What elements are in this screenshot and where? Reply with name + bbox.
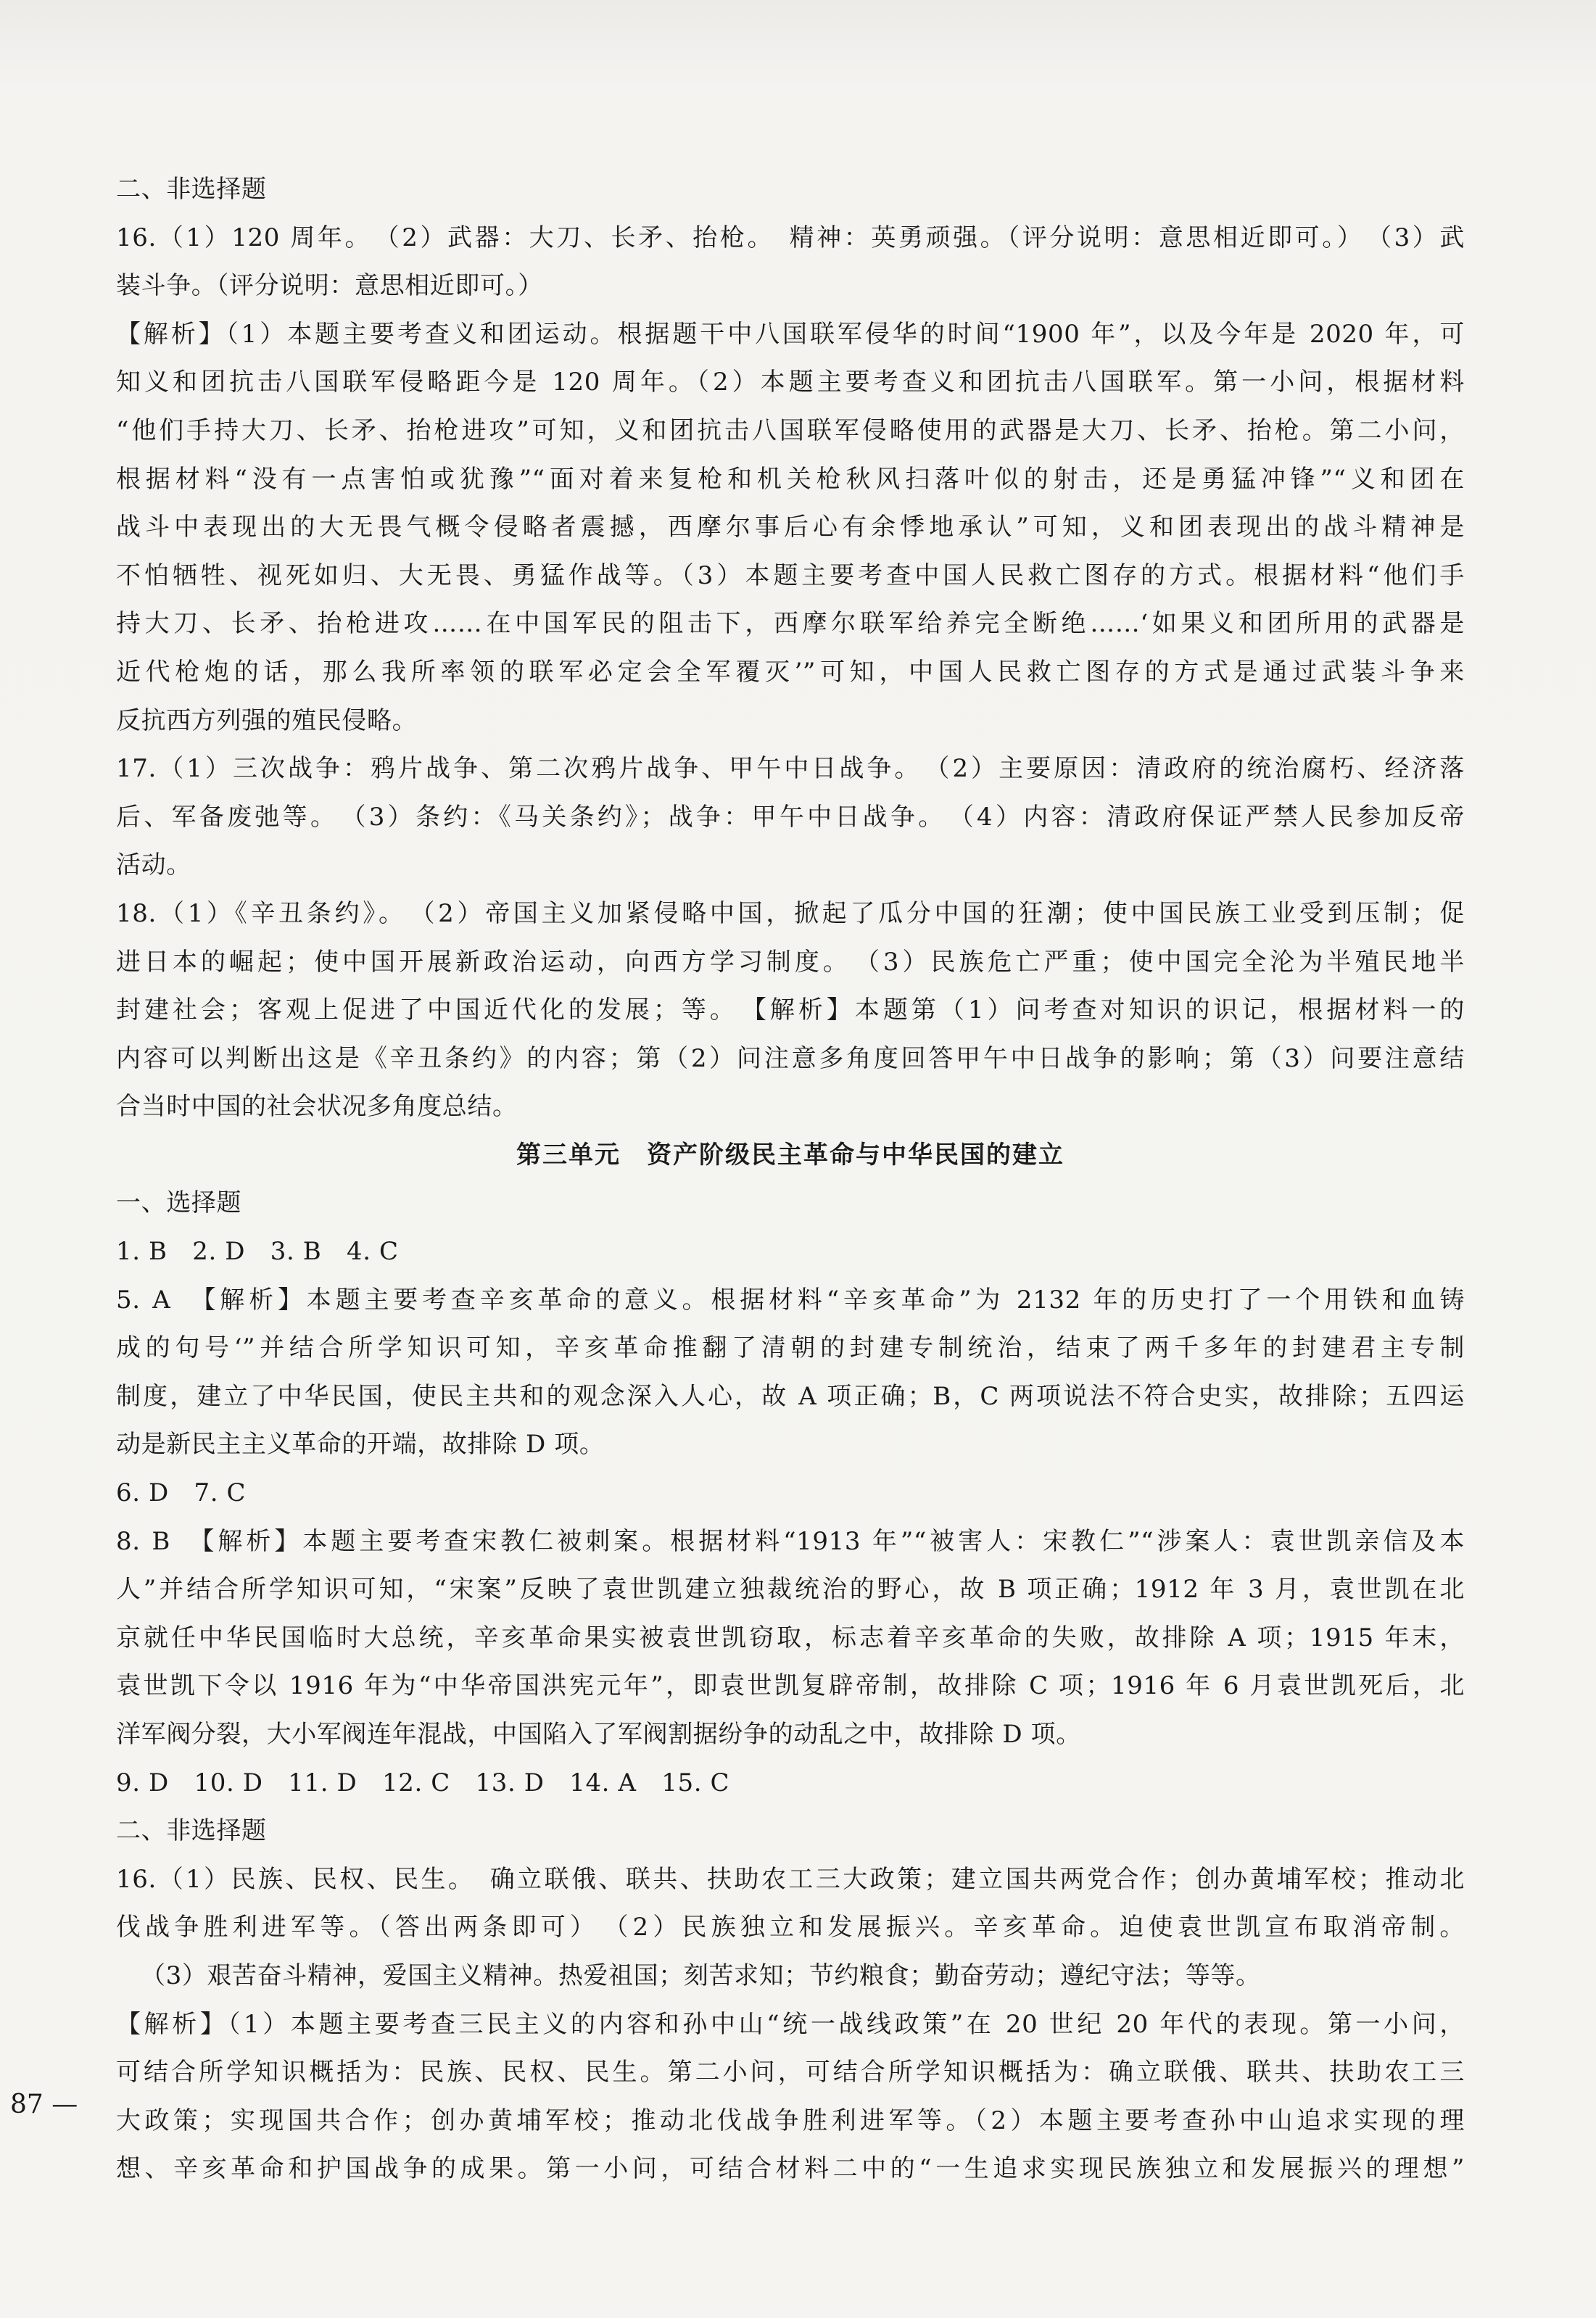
text-line: 装斗争。（评分说明：意思相近即可。） xyxy=(116,271,543,301)
text-line: 战斗中表现出的大无畏气概令侵略者震撼，西摩尔事后心有余悸地承认”可知，义和团表现出的战斗精神是 xyxy=(116,513,1465,542)
text-line: 近代枪炮的话，那么我所率领的联军必定会全军覆灭’”可知，中国人民救亡图存的方式是通过武装斗争来 xyxy=(116,657,1465,687)
text-line: “他们手持大刀、长矛、抬枪进攻”可知，义和团抗击八国联军侵略使用的武器是大刀、长矛、抬枪。第二小问， xyxy=(116,415,1465,445)
text-line: 后、军备废弛等。 （3）条约：《马关条约》；战争：甲午中日战争。 （4）内容：清政府保证严禁人民参加反帝 xyxy=(116,802,1465,832)
text-line: 封建社会；客观上促进了中国近代化的发展；等。 【解析】本题第（1）问考查对知识的识记，根据材料一的 xyxy=(116,996,1465,1025)
text-line: 动是新民主主义革命的开端，故排除 D 项。 xyxy=(116,1430,605,1460)
text-line: 知义和团抗击八国联军侵略距今是 120 周年。（2）本题主要考查义和团抗击八国联军。第一小问，根据材料 xyxy=(116,368,1465,397)
text-line: 伐战争胜利进军等。（答出两条即可） （2）民族独立和发展振兴。辛亥革命。迫使袁世凯宣布取消帝制。 xyxy=(116,1913,1465,1942)
text-line: 【解析】（1）本题主要考查义和团运动。根据题干中八国联军侵华的时间“1900 年”，以及今年是 2020 年，可 xyxy=(116,319,1465,349)
text-line: 18.（1）《辛丑条约》。 （2）帝国主义加紧侵略中国，掀起了瓜分中国的狂潮；使中国民族工业受到压制；促 xyxy=(116,898,1465,928)
text-line: 人”并结合所学知识可知，“宋案”反映了袁世凯建立独裁统治的野心，故 B 项正确；1912 年 3 月，袁世凯在北 xyxy=(116,1575,1465,1605)
text-line: 根据材料“没有一点害怕或犹豫”“面对着来复枪和机关枪秋风扫落叶似的射击，还是勇猛冲锋”“义和团在 xyxy=(116,464,1465,494)
text-line: 大政策；实现国共合作；创办黄埔军校；推动北伐战争胜利进军等。（2）本题主要考查孙中山追求实现的理 xyxy=(116,2106,1465,2135)
text-line: 洋军阀分裂，大小军阀连年混战，中国陷入了军阀割据纷争的动乱之中，故排除 D 项。 xyxy=(116,1720,1081,1749)
section-heading: 二、非选择题 xyxy=(116,1816,267,1846)
text-line: （3）艰苦奋斗精神，爱国主义精神。热爱祖国；刻苦求知；节约粮食；勤奋劳动；遵纪守法；等等。 xyxy=(141,1961,1261,1990)
text-line: 不怕牺牲、视死如归、大无畏、勇猛作战等。（3）本题主要考查中国人民救亡图存的方式。根据材料“他们手 xyxy=(116,560,1465,590)
text-line: 成的句号‘”并结合所学知识可知，辛亥革命推翻了清朝的封建专制统治，结束了两千多年的封建君主专制 xyxy=(116,1333,1465,1363)
text-line: 进日本的崛起；使中国开展新政治运动，向西方学习制度。 （3）民族危亡严重；使中国完全沦为半殖民地半 xyxy=(116,947,1465,977)
text-line: 内容可以判断出这是《辛丑条约》的内容；第（2）问注意多角度回答甲午中日战争的影响；第（3）问要注意结 xyxy=(116,1043,1465,1073)
section-heading: 一、选择题 xyxy=(116,1188,241,1218)
text-line: 16.（1）120 周年。 （2）武器：大刀、长矛、抬枪。 精神：英勇顽强。（评分说明：意思相近即可。） （3）武 xyxy=(116,223,1465,252)
text-line: 9. D 10. D 11. D 12. C 13. D 14. A 15. C xyxy=(116,1768,730,1797)
text-line: 8. B 【解析】本题主要考查宋教仁被刺案。根据材料“1913 年”“被害人：宋教仁”“涉案人：袁世凯亲信及本 xyxy=(116,1526,1465,1556)
section-heading: 二、非选择题 xyxy=(116,175,267,204)
text-line: 可结合所学知识概括为：民族、民权、民生。第二小问，可结合所学知识概括为：确立联俄、联共、扶助农工三 xyxy=(116,2058,1465,2087)
text-line: 6. D 7. C xyxy=(116,1478,247,1508)
text-line: 17.（1）三次战争：鸦片战争、第二次鸦片战争、甲午中日战争。 （2）主要原因：清政府的统治腐朽、经济落 xyxy=(116,754,1465,784)
text-line: 活动。 xyxy=(116,850,191,880)
text-line: 想、辛亥革命和护国战争的成果。第一小问，可结合材料二中的“一生追求实现民族独立和发展振兴的理想” xyxy=(116,2154,1465,2184)
unit-title: 第三单元 资产阶级民主革命与中华民国的建立 xyxy=(516,1140,1064,1170)
text-line: 反抗西方列强的殖民侵略。 xyxy=(116,705,418,735)
page-number: 87 — xyxy=(10,2090,78,2119)
text-line: 制度，建立了中华民国，使民主共和的观念深入人心，故 A 项正确；B，C 两项说法不符合史实，故排除；五四运 xyxy=(116,1381,1465,1411)
text-line: 1. B 2. D 3. B 4. C xyxy=(116,1237,399,1267)
text-line: 16.（1）民族、民权、民生。 确立联俄、联共、扶助农工三大政策；建立国共两党合作；创办黄埔军校；推动北 xyxy=(116,1864,1465,1894)
text-line: 持大刀、长矛、抬枪进攻……在中国军民的阻击下，西摩尔联军给养完全断绝……‘如果义和团所用的武器是 xyxy=(116,609,1465,639)
text-line: 袁世凯下令以 1916 年为“中华帝国洪宪元年”，即袁世凯复辟帝制，故排除 C 项；1916 年 6 月袁世凯死后，北 xyxy=(116,1671,1465,1701)
answer-text-body xyxy=(116,165,1465,2193)
text-line: 合当时中国的社会状况多角度总结。 xyxy=(116,1092,518,1122)
text-line: 5. A 【解析】本题主要考查辛亥革命的意义。根据材料“辛亥革命”为 2132 年的历史打了一个用铁和血铸 xyxy=(116,1285,1465,1315)
text-line: 京就任中华民国临时大总统，辛亥革命果实被袁世凯窃取，标志着辛亥革命的失败，故排除 A 项；1915 年末， xyxy=(116,1623,1465,1652)
text-line: 【解析】（1）本题主要考查三民主义的内容和孙中山“统一战线政策”在 20 世纪 20 年代的表现。第一小问， xyxy=(116,2009,1465,2039)
